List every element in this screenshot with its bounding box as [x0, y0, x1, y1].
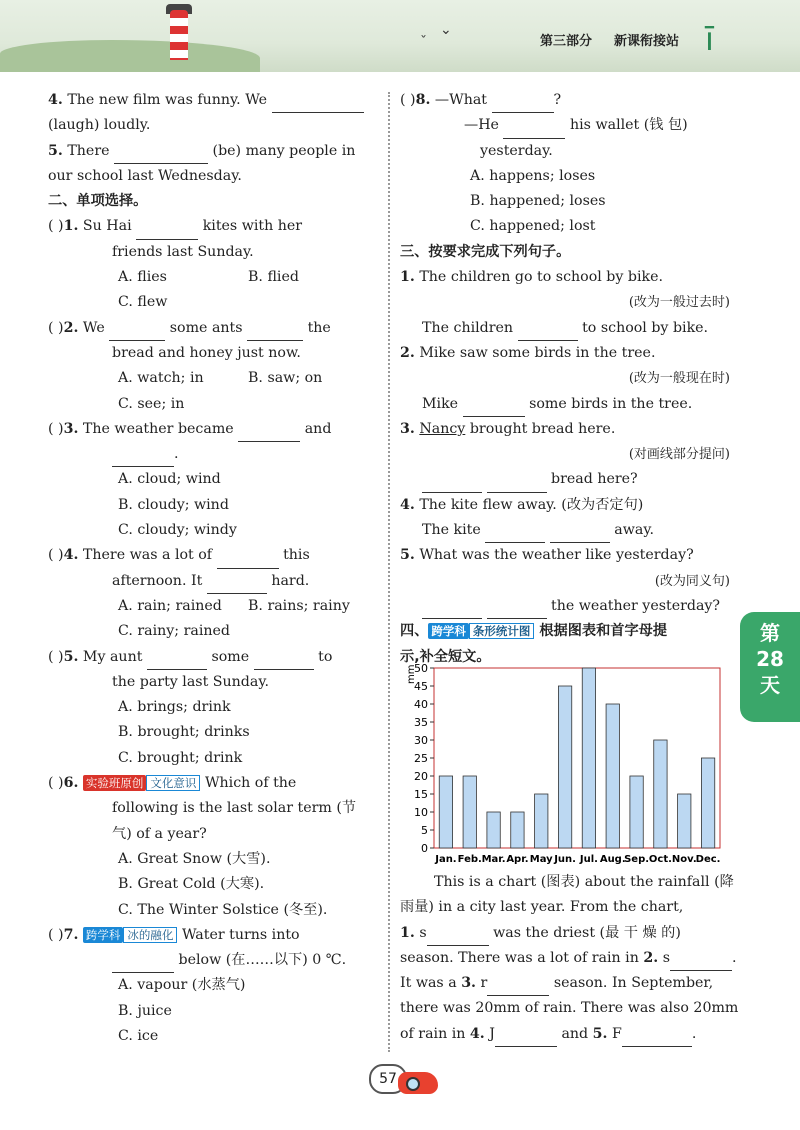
answer-blank[interactable] — [109, 322, 165, 341]
mc-3: ( )3. The weather became and — [48, 417, 378, 442]
option-c: C. flew — [118, 294, 168, 311]
plot-area — [434, 668, 720, 848]
bar-sep — [630, 776, 643, 848]
option-a: A. flies — [118, 269, 167, 286]
answer-blank[interactable] — [207, 575, 267, 594]
x-tick-label: Dec. — [695, 854, 721, 865]
section-label: 第三部分 — [540, 34, 593, 49]
rainfall-bar-chart — [398, 660, 728, 870]
top-banner — [0, 0, 800, 72]
x-tick-label: Oct. — [648, 854, 672, 865]
page-number: 57 — [369, 1064, 407, 1094]
answer-blank[interactable] — [463, 398, 525, 417]
bar-dec — [701, 758, 714, 848]
answer-blank[interactable] — [247, 322, 303, 341]
column-divider — [388, 92, 390, 1052]
swirl-icon: ī — [705, 20, 714, 58]
y-axis-label: mm — [406, 664, 417, 684]
x-tick-label: Apr. — [506, 854, 529, 865]
y-tick-label: 25 — [414, 752, 428, 765]
bar-jan — [439, 776, 452, 848]
mc-2: ( )2. We some ants the — [48, 316, 378, 341]
y-tick-label: 10 — [414, 806, 428, 819]
right-column: ( )8. —What ? —He his wallet (钱 包) yesterday. A. happens; loses B. happened; loses C. happened; lost 三、按要求完成下列句子。 1. The children go to school by bike. (改为一般过去时) The children to school by bike. 2. Mike saw some birds in the tree. (改为一般现在时) Mike some birds in the tree. 3. Nancy brought bread here. (对画线部分提问) bread here? 4. The kite flew away. (改为否定句) The kite away. 5. What was the weather like yesterday? (改为同义句) the weather yesterday? 四、 跨学科 条形统计图 根据图表和首字母提 示,补全短文。 — [400, 88, 730, 670]
answer-blank[interactable] — [112, 448, 174, 467]
x-tick-label: Mar. — [481, 854, 506, 865]
x-tick-label: Nov. — [671, 854, 697, 865]
answer-blank[interactable] — [427, 927, 489, 946]
bar-nov — [678, 794, 691, 848]
section-2-heading: 二、单项选择。 — [48, 193, 148, 210]
tag-bar-chart: 条形统计图 — [469, 623, 535, 639]
question-4: 4. The new film was funny. We — [48, 88, 378, 113]
answer-blank[interactable] — [487, 474, 547, 493]
bar-apr — [511, 812, 524, 848]
bird-icon: ˇ — [420, 34, 427, 50]
left-column: 4. The new film was funny. We (laugh) loudly. 5. There (be) many people in our school last Wednesday. 二、单项选择。 ( )1. Su Hai kites with her friends last Sunday. A. flies B. flied C. flew ( )2. We some ants the bread and honey just now. A. watch; in B. saw; on C. see; in ( )3. The weather became and . A. cloud; wind B. cloudy; wind C. cloudy; windy ( )4. There was a lot of this afternoon. It hard. A. rain; rained B. rains; rainy C. rainy; rained ( )5. My aunt some to the party last Sunday. A. brings; drink B. brought; drinks C. brought; drink ( )6. 实验班原创 文化意识 Which of the following is the last solar term (节 气) of a year? A. Great Snow (大雪). B. Great Cold (大寒). C. The Winter Solstice (冬至). ( )7. 跨学科 冰的融化 Water turns into below (在……以下) 0 ℃. A. vapour (水蒸气) B. juice C. ice — [48, 88, 378, 1049]
x-tick-label: Feb. — [457, 854, 482, 865]
answer-blank[interactable] — [422, 474, 482, 493]
answer-blank[interactable] — [495, 1028, 557, 1047]
mc-6: ( )6. 实验班原创 文化意识 Which of the — [48, 775, 297, 792]
y-tick-label: 45 — [414, 680, 428, 693]
answer-blank[interactable] — [670, 952, 732, 971]
answer-blank[interactable] — [422, 600, 482, 619]
answer-blank[interactable] — [503, 120, 565, 139]
section-3-heading: 三、按要求完成下列句子。 — [400, 243, 571, 260]
mc-1: ( )1. Su Hai kites with her — [48, 214, 378, 239]
bird-icon: ⌄ — [440, 22, 452, 38]
answer-blank[interactable] — [622, 1028, 692, 1047]
mc-7: ( )7. 跨学科 冰的融化 Water turns into — [48, 926, 300, 943]
section-title: 新课衔接站 — [614, 34, 680, 49]
bar-feb — [463, 776, 476, 848]
answer-blank[interactable] — [136, 221, 198, 240]
answer-blank[interactable] — [147, 651, 207, 670]
answer-blank[interactable] — [487, 977, 549, 996]
bar-oct — [654, 740, 667, 848]
mc-4: ( )4. There was a lot of this — [48, 543, 378, 568]
y-tick-label: 0 — [421, 842, 428, 855]
answer-blank[interactable] — [518, 322, 578, 341]
answer-blank[interactable] — [550, 524, 610, 543]
answer-blank[interactable] — [487, 600, 547, 619]
bar-mar — [487, 812, 500, 848]
submarine-icon — [398, 1072, 438, 1094]
option-b: B. flied — [248, 269, 299, 286]
answer-blank[interactable] — [492, 94, 554, 113]
hill-illustration — [0, 40, 260, 72]
mc-8: ( )8. —What ? — [400, 88, 730, 113]
bar-jun — [558, 686, 571, 848]
x-tick-label: May — [529, 854, 553, 865]
day-tab: 第 28 天 — [740, 612, 800, 722]
answer-blank[interactable] — [272, 94, 364, 113]
answer-blank[interactable] — [238, 423, 300, 442]
y-tick-label: 30 — [414, 734, 428, 747]
bar-may — [535, 794, 548, 848]
y-tick-label: 40 — [414, 698, 428, 711]
section-4-heading: 四、 跨学科 条形统计图 根据图表和首字母提 — [400, 623, 668, 640]
x-tick-label: Jul. — [579, 854, 598, 865]
answer-blank[interactable] — [485, 524, 545, 543]
answer-blank[interactable] — [254, 651, 314, 670]
y-tick-label: 15 — [414, 788, 428, 801]
mc-5: ( )5. My aunt some to — [48, 645, 378, 670]
tag-cross-subject: 跨学科 — [428, 623, 469, 639]
lighthouse-icon — [170, 10, 188, 60]
answer-blank[interactable] — [114, 145, 208, 164]
y-tick-label: 35 — [414, 716, 428, 729]
x-tick-label: Jan. — [435, 854, 457, 865]
tag-cross-subject: 跨学科 — [83, 927, 124, 943]
tag-original: 实验班原创 — [83, 775, 147, 791]
x-tick-label: Sep. — [624, 854, 650, 865]
y-tick-label: 20 — [414, 770, 428, 783]
bar-aug — [606, 704, 619, 848]
x-tick-label: Aug. — [599, 854, 626, 865]
cloze-paragraph: This is a chart (图表) about the rainfall (降 雨量) in a city last year. From the chart, 1. s was the driest (最 干 燥 的) season. There was a lot of rain in 2. s . It was a 3. r season. In September, there was 20mm of rain. There was also 20mm of rain in 4. J and 5. F . — [400, 870, 730, 1047]
x-tick-label: Jun. — [554, 854, 576, 865]
y-tick-label: 5 — [421, 824, 428, 837]
tag-melting: 冰的融化 — [123, 927, 177, 943]
y-tick-label: 50 — [414, 662, 428, 675]
tag-culture: 文化意识 — [146, 775, 200, 791]
answer-blank[interactable] — [112, 954, 174, 973]
question-5: 5. There (be) many people in — [48, 139, 378, 164]
bar-jul — [582, 668, 595, 848]
answer-blank[interactable] — [217, 550, 279, 569]
